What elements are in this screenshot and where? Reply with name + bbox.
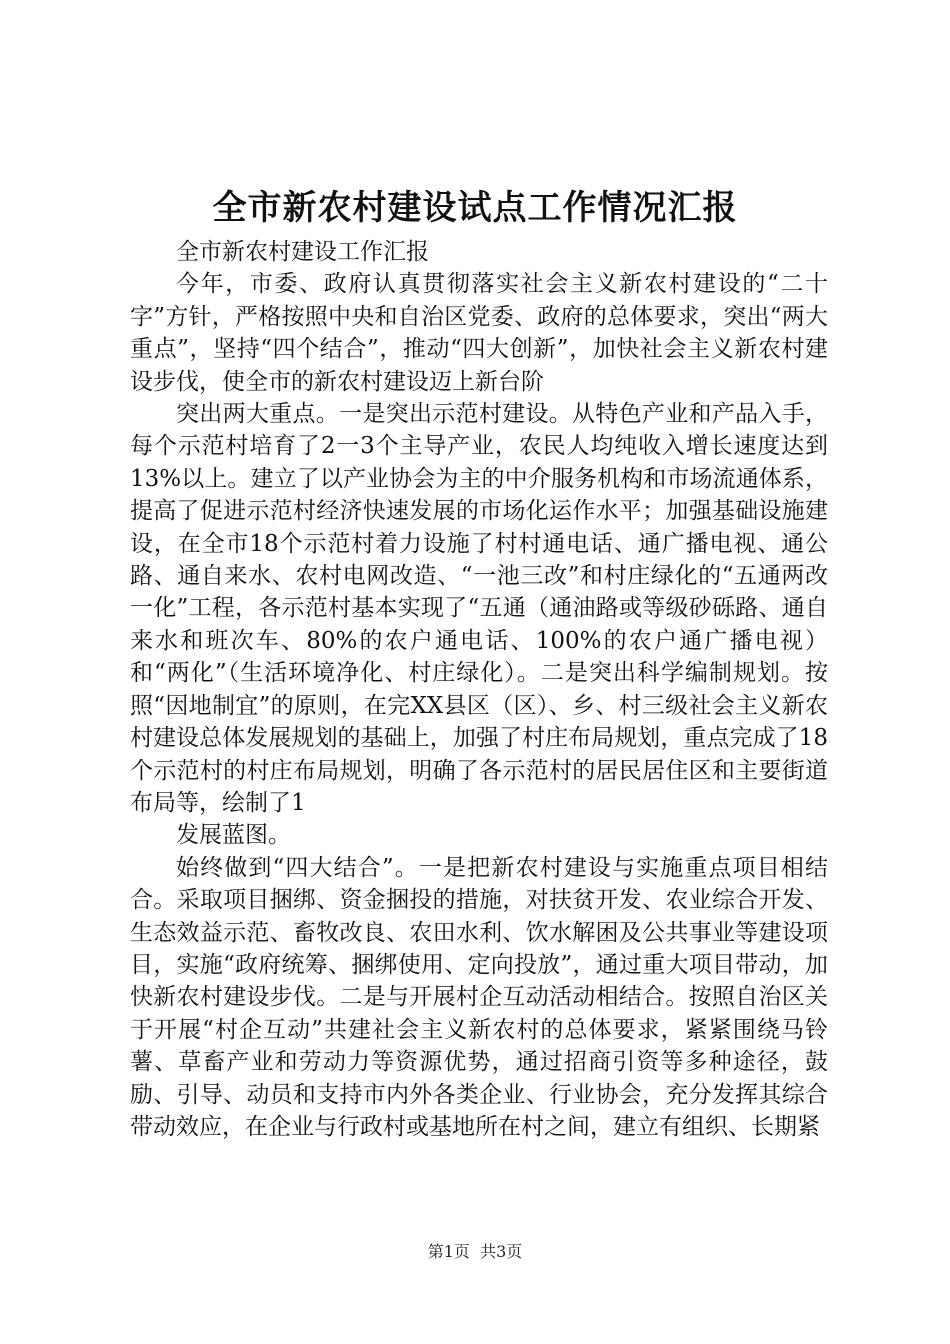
paragraph-four-combinations: 始终做到“四大结合”。一是把新农村建设与实施重点项目相结合。采取项目捆绑、资金捆投的措施，对扶贫开发、农业综合开发、生态效益示范、畜牧改良、农田水利、饮水解困及公共事业等建设项目，实施“政府统筹、捆绑使用、定向投放”，通过重大项目带动，加快新农村建设步伐。二是与开展村企互动活动相结合。按照自治区关于开展“村企互动”共建社会主义新农村的总体要求，紧紧围绕马铃薯、草畜产业和劳动力等资源优势，通过招商引资等多种途径，鼓励、引导、动员和支持市内外各类企业、行业协会，充分发挥其综合带动效应，在企业与行政村或基地所在村之间，建立有组织、长期紧 bbox=[130, 854, 828, 1140]
paragraph-blueprint: 发展蓝图。 bbox=[176, 822, 291, 849]
page-number-footer: 第1页 共3页 bbox=[427, 1242, 523, 1261]
document-body bbox=[130, 236, 828, 1143]
document-title: 全市新农村建设试点工作情况汇报 bbox=[212, 188, 738, 228]
paragraph-subtitle: 全市新农村建设工作汇报 bbox=[176, 239, 429, 265]
paragraph-intro: 今年，市委、政府认真贯彻落实社会主义新农村建设的“二十字”方针，严格按照中央和自治区党委、政府的总体要求，突出“两大重点”，坚持“四个结合”，推动“四大创新”，加快社会主义新农村建设步伐，使全市的新农村建设迈上新台阶 bbox=[130, 271, 828, 395]
paragraph-two-key-points: 突出两大重点。一是突出示范村建设。从特色产业和产品入手，每个示范村培育了2一3个主导产业，农民人均纯收入增长速度达到13%以上。建立了以产业协会为主的中介服务机构和市场流通体系，提高了促进示范村经济快速发展的市场化运作水平；加强基础设施建设，在全市18个示范村着力设施了村村通电话、通广播电视、通公路、通自来水、农村电网改造、“一池三改”和村庄绿化的“五通两改一化”工程，各示范村基本实现了“五通（通油路或等级砂砾路、通自来水和班次车、80%的农户通电话、100%的农户通广播电视）和“两化”（生活环境净化、村庄绿化）。二是突出科学编制规划。按照“因地制宜”的原则，在完XX县区（区）、乡、村三级社会主义新农村建设总体发展规划的基础上，加强了村庄布局规划，重点完成了18个示范村的村庄布局规划，明确了各示范村的居民居住区和主要街道布局等，绘制了1 bbox=[130, 401, 828, 816]
